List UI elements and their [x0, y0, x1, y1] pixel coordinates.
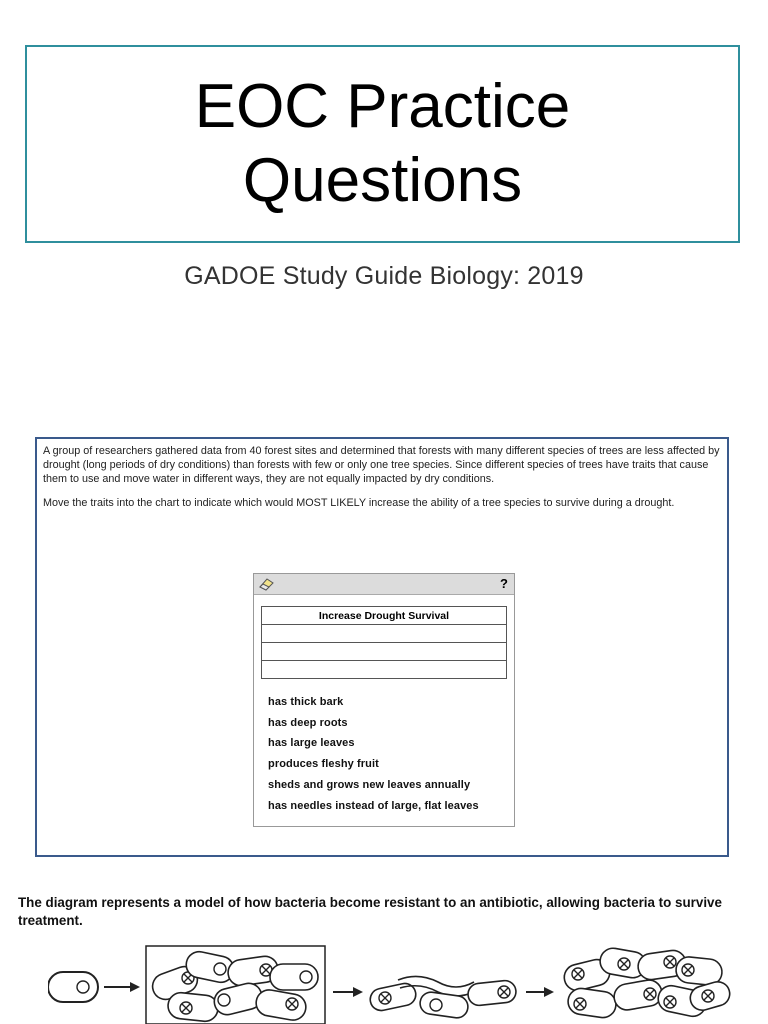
title-line-1: EOC Practice [194, 72, 571, 141]
trait-item[interactable]: has large leaves [268, 737, 355, 750]
drag-drop-widget [253, 573, 515, 827]
widget-toolbar [254, 574, 514, 595]
single-bacterium [48, 972, 98, 1002]
trait-item[interactable]: sheds and grows new leaves annually [268, 778, 471, 791]
resistant-bacteria [562, 946, 733, 1019]
table-header: Increase Drought Survival [262, 607, 507, 625]
question-2-text: The diagram represents a model of how bacteria become resistant to an antibiotic, allowing bacteria to survive treatment. [18, 895, 722, 928]
arrow-2 [333, 987, 363, 997]
bacteria-resistance-diagram [48, 942, 738, 1024]
trait-list [268, 692, 479, 816]
question-1-paragraph-1: A group of researchers gathered data from 40 forest sites and determined that forests with many different species of trees are less affected by drought (long periods of dry conditions) than forests with few or only one tree species. Since different species of trees have traits that cause them to use and move water in different ways, they are not equally impacted by dry conditions. [43, 445, 720, 485]
trait-item[interactable]: has needles instead of large, flat leaves [268, 799, 479, 812]
eraser-icon[interactable] [258, 576, 276, 592]
trait-item[interactable]: has thick bark [268, 696, 344, 708]
title-box [25, 45, 740, 243]
arrow-3 [526, 987, 554, 997]
question-1-text [43, 444, 723, 520]
help-icon[interactable]: ? [500, 576, 508, 591]
drop-slot-3[interactable] [262, 661, 507, 679]
arrow-1 [104, 982, 140, 992]
trait-item[interactable]: has deep roots [268, 716, 348, 729]
question-1-paragraph-2: Move the traits into the chart to indicate which would MOST LIKELY increase the ability of a tree species to survive during a drought. [43, 497, 675, 509]
drop-slot-1[interactable] [262, 625, 507, 643]
drought-survival-table [261, 606, 507, 679]
bacteria-population-box [146, 946, 325, 1024]
title-line-2: Questions [242, 146, 523, 215]
trait-item[interactable]: produces fleshy fruit [268, 758, 379, 771]
treated-bacteria [368, 976, 517, 1019]
question-1-panel [35, 437, 729, 857]
subtitle: GADOE Study Guide Biology: 2019 [184, 262, 584, 290]
drop-slot-2[interactable] [262, 643, 507, 661]
